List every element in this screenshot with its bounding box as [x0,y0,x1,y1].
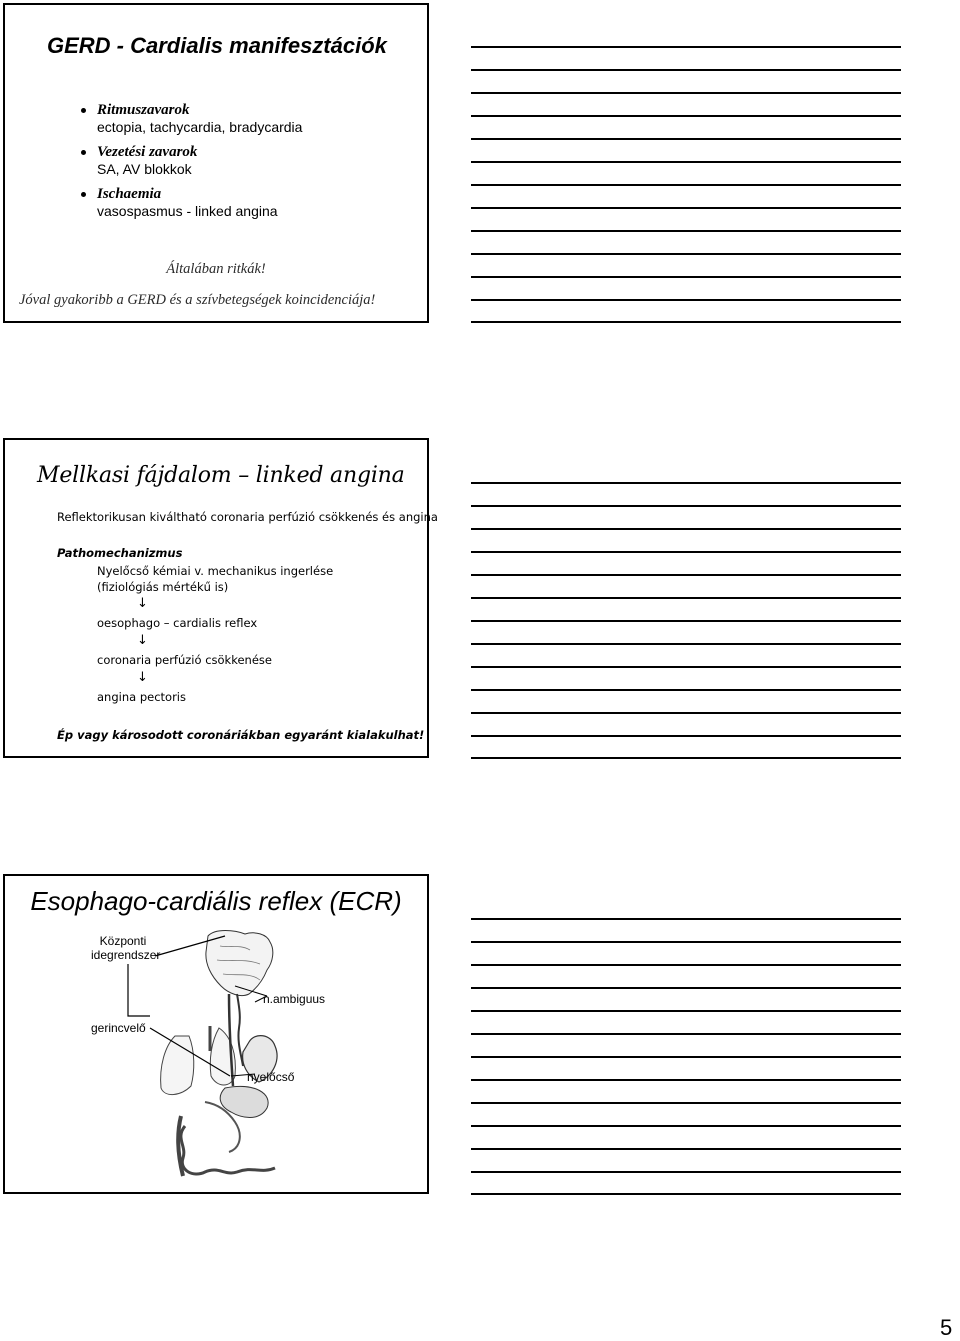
slide-title: Esophago-cardiális reflex (ECR) [30,886,402,916]
bullet-item [97,186,302,220]
note-line [471,918,901,920]
note-line [471,184,901,186]
bullet-item [97,144,302,178]
note-line [471,92,901,94]
bullet-heading: Ritmuszavarok [97,102,190,118]
note-line [471,253,901,255]
note-line [471,299,901,301]
note-line [471,69,901,71]
note-line [471,230,901,232]
bullet-heading: Ischaemia [97,186,162,202]
arrow-down-icon: ↓ [137,596,148,611]
note-line [471,1102,901,1104]
slide-chest-pain [3,438,438,758]
note-line [471,115,901,117]
label-line: idegrendszer [91,948,161,962]
note-line [471,551,901,553]
note-line [471,1056,901,1058]
note-line [471,528,901,530]
note-line [471,964,901,966]
note-line [471,941,901,943]
section-title: Pathomechanizmus [57,546,183,560]
label-nucleus-ambiguus: n.ambiguus [263,992,326,1006]
note-line [471,712,901,714]
note-line [471,620,901,622]
note-line [471,1171,901,1173]
bullet-detail: SA, AV blokkok [97,161,192,177]
bullet-dot-icon [81,108,86,113]
note-line [471,735,901,737]
slide-title: Mellkasi fájdalom – linked angina [37,463,405,488]
note-line [471,1193,901,1195]
slide-subtitle: Reflektorikusan kiváltható coronaria perfúzió csökkenés és angina [57,510,438,524]
mechanism-step: Nyelőcső kémiai v. mechanikus ingerlése [97,564,334,578]
note-line [471,46,901,48]
note-line [471,138,901,140]
note-line [471,574,901,576]
mechanism-step: oesophago – cardialis reflex [97,616,258,630]
summary-coincidence: Jóval gyakoribb a GERD és a szívbetegségek koincidenciája! [19,292,376,308]
note-line [471,276,901,278]
slide-title: GERD - Cardialis manifesztációk [47,33,387,58]
note-line [471,1148,901,1150]
note-line [471,689,901,691]
mechanism-step: (fiziológiás mértékű is) [97,580,229,594]
bullet-heading: Vezetési zavarok [97,144,198,160]
bullet-detail: ectopia, tachycardia, bradycardia [97,119,303,135]
summary-rare: Általában ritkák! [166,261,266,277]
note-line [471,321,901,323]
arrow-down-icon: ↓ [137,633,148,648]
note-line [471,757,901,759]
mechanism-step: coronaria perfúzió csökkenése [97,653,272,667]
slide-gerd-cardialis [3,3,429,323]
bullet-detail: vasospasmus - linked angina [97,203,278,219]
bullet-dot-icon [81,150,86,155]
label-spinal-cord: gerincvelő [91,1021,146,1035]
bullet-list [97,102,302,228]
slide-ecr [3,874,429,1194]
mechanism-step: angina pectoris [97,690,186,704]
brain-shape [206,931,273,996]
anatomy-illustration [5,876,427,1192]
note-line [471,1033,901,1035]
slide-conclusion: Ép vagy károsodott coronáriákban egyaránt kialakulhat! [57,728,425,742]
note-line [471,161,901,163]
note-line [471,987,901,989]
note-line [471,666,901,668]
note-line [471,505,901,507]
note-line [471,482,901,484]
note-line [471,1010,901,1012]
label-central-nervous-system [91,934,161,962]
note-line [471,597,901,599]
label-esophagus: nyelőcső [247,1070,295,1084]
note-line [471,1125,901,1127]
bullet-dot-icon [81,192,86,197]
note-line [471,1079,901,1081]
arrow-down-icon: ↓ [137,670,148,685]
intestine-shape [181,1126,275,1174]
label-line: Központi [99,934,147,948]
bullet-item [97,102,302,136]
note-line [471,207,901,209]
note-line [471,643,901,645]
page-number: 5 [940,1315,953,1340]
